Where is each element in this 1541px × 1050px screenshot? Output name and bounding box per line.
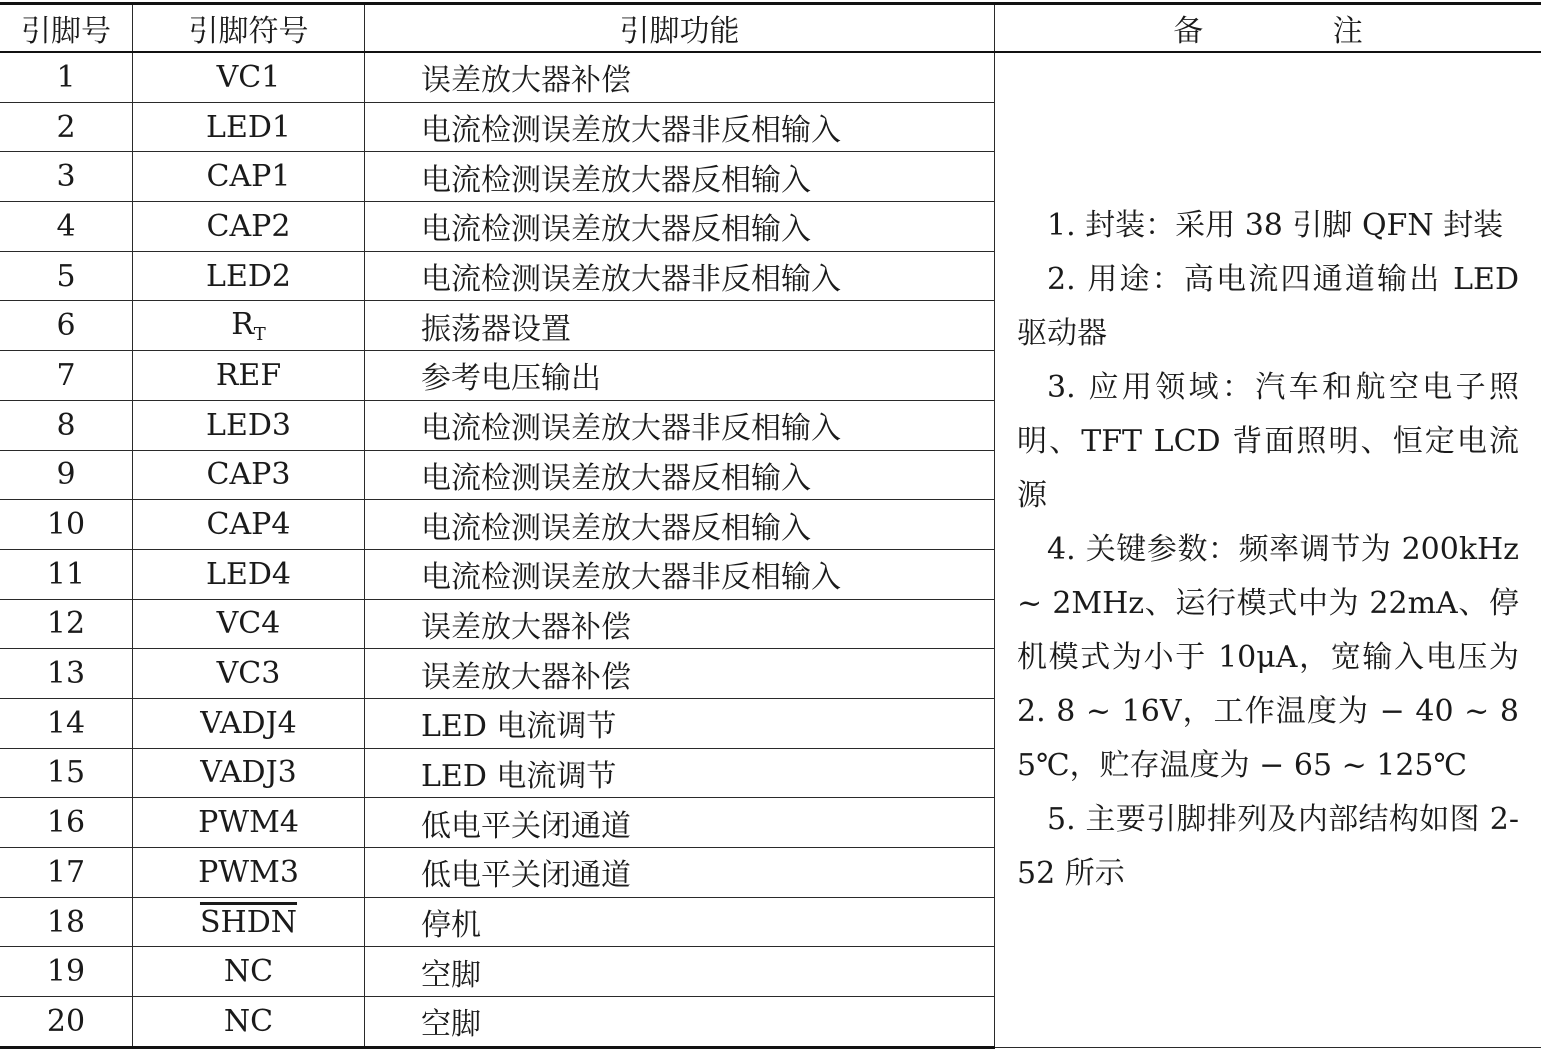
pin-function: 电流检测误差放大器反相输入 [365,500,995,550]
pin-symbol [133,152,365,202]
pin-symbol-text: VC4 [216,606,281,642]
pin-function: 振荡器设置 [365,301,995,351]
pin-number: 11 [0,549,133,599]
pin-function: 停机 [365,897,995,947]
pin-function: 误差放大器补偿 [365,599,995,649]
header-remarks: 备 注 [995,4,1541,53]
pin-symbol-text: SHDN [199,904,298,940]
pin-function: 参考电压输出 [365,351,995,401]
pin-symbol [133,102,365,152]
pin-symbol-text: VC3 [216,656,281,692]
pin-symbol [133,599,365,649]
pin-symbol [133,351,365,401]
pin-function: 低电平关闭通道 [365,848,995,898]
pin-number: 5 [0,251,133,301]
header-row [0,4,1541,53]
pin-number: 9 [0,450,133,500]
pin-function: 误差放大器补偿 [365,649,995,699]
pin-symbol [133,798,365,848]
pin-function: 电流检测误差放大器非反相输入 [365,549,995,599]
pin-number: 6 [0,301,133,351]
pin-number: 3 [0,152,133,202]
remark-paragraph: 2. 用途：高电流四通道输出 LED 驱动器 [1017,261,1519,351]
pin-table [0,2,1541,1049]
pin-function: LED 电流调节 [365,698,995,748]
table-row [0,52,1541,102]
pin-number: 1 [0,52,133,102]
pin-symbol [133,251,365,301]
pin-symbol-text: NC [223,954,274,990]
pin-number: 18 [0,897,133,947]
pin-symbol-text: PWM3 [198,854,299,890]
pin-table-body [0,52,1541,1047]
pin-symbol-text: LED1 [206,109,291,145]
pin-symbol-text: LED4 [206,556,291,592]
pin-symbol [133,400,365,450]
pin-symbol [133,450,365,500]
pin-function: 电流检测误差放大器反相输入 [365,450,995,500]
pin-number: 14 [0,698,133,748]
pin-function: 误差放大器补偿 [365,52,995,102]
pin-symbol-text: REF [215,357,282,393]
remarks-cell [995,52,1541,1047]
pin-symbol-text: LED2 [206,258,291,294]
pin-number: 17 [0,848,133,898]
pin-symbol [133,947,365,997]
pin-number: 15 [0,748,133,798]
pin-function: 电流检测误差放大器反相输入 [365,152,995,202]
pin-symbol-text: VC1 [216,59,281,95]
pin-number: 16 [0,798,133,848]
pin-symbol-text: VADJ3 [200,755,297,791]
pin-function: 电流检测误差放大器非反相输入 [365,400,995,450]
pin-symbol [133,698,365,748]
pin-symbol-text: LED3 [206,407,291,443]
pin-symbol-text: CAP4 [206,507,291,543]
pin-number: 13 [0,649,133,699]
pin-symbol [133,649,365,699]
pin-symbol-subscript: T [253,323,266,345]
pin-number: 20 [0,997,133,1048]
pin-number: 7 [0,351,133,401]
header-pin-symbol: 引脚符号 [133,4,365,53]
pin-symbol [133,52,365,102]
pin-number: 2 [0,102,133,152]
pin-symbol [133,301,365,351]
pin-function: 电流检测误差放大器非反相输入 [365,102,995,152]
remark-paragraph: 3. 应用领域：汽车和航空电子照明、TFT LCD 背面照明、恒定电流源 [1017,369,1519,513]
header-pin-function: 引脚功能 [365,4,995,53]
pin-number: 4 [0,202,133,252]
pin-function: 电流检测误差放大器非反相输入 [365,251,995,301]
pin-symbol-text: CAP2 [206,208,291,244]
pin-symbol [133,500,365,550]
pin-function: 空脚 [365,997,995,1048]
pin-symbol-text: R [231,306,254,342]
pin-symbol [133,997,365,1048]
pin-number: 8 [0,400,133,450]
remark-paragraph: 4. 关键参数：频率调节为 200kHz ~ 2MHz、运行模式中为 22mA、停机模式为小于 10μA，宽输入电压为 2. 8 ~ 16V，工作温度为 − 40 ~ 85℃，贮存温度为 − 65 ~ 125℃ [1017,531,1519,783]
pin-symbol-text: NC [223,1003,274,1039]
pin-symbol [133,549,365,599]
pin-number: 19 [0,947,133,997]
pin-symbol-text: VADJ4 [200,705,297,741]
pin-number: 12 [0,599,133,649]
pin-function: 低电平关闭通道 [365,798,995,848]
remark-paragraph: 1. 封装：采用 38 引脚 QFN 封装 [1047,207,1504,243]
pin-symbol-text: PWM4 [198,805,299,841]
pin-symbol [133,748,365,798]
pin-symbol [133,202,365,252]
remark-paragraph: 5. 主要引脚排列及内部结构如图 2-52 所示 [1017,801,1519,891]
pin-function: LED 电流调节 [365,748,995,798]
pin-symbol-text: CAP3 [206,457,291,493]
pin-function: 空脚 [365,947,995,997]
pin-symbol [133,897,365,947]
pin-number: 10 [0,500,133,550]
pin-symbol-text: CAP1 [206,159,291,195]
header-pin-no: 引脚号 [0,4,133,53]
pin-function: 电流检测误差放大器反相输入 [365,202,995,252]
pin-symbol [133,848,365,898]
